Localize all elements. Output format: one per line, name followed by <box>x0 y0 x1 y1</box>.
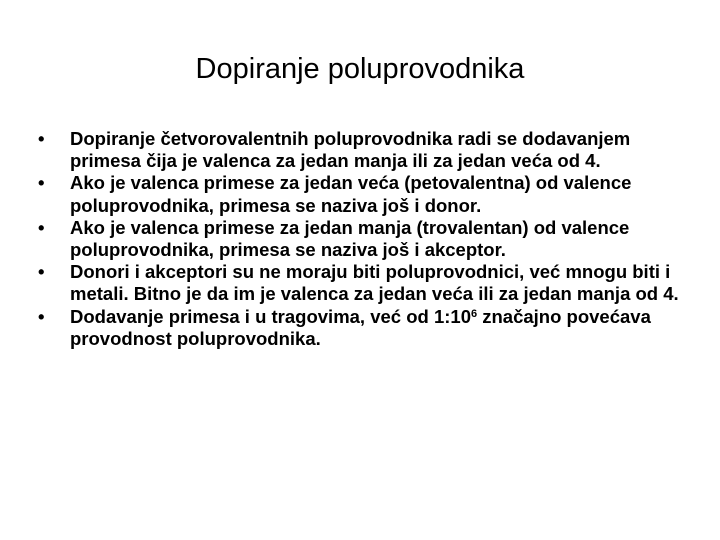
bullet-text-part: Dodavanje primesa i u tragovima, već od 1:10 <box>70 305 471 327</box>
bullet-text: Donori i akceptori su ne moraju biti poluprovodnici, već mnogu biti i metali. Bitno je da im je valenca za jedan veća ili za jedan manja od 4. <box>70 261 679 305</box>
bullet-item <box>38 306 688 350</box>
bullet-icon: • <box>38 261 45 283</box>
bullet-text <box>70 306 651 349</box>
bullet-text: Dopiranje četvorovalentnih poluprovodnika radi se dodavanjem primesa čija je valenca za jedan manja ili za jedan veća od 4. <box>70 128 631 172</box>
slide-title: Dopiranje poluprovodnika <box>195 53 525 85</box>
bullet-text: Ako je valenca primese za jedan manja (trovalentan) od valence poluprovodnika, primesa se naziva još i akceptor. <box>70 216 630 261</box>
bullet-icon: • <box>38 172 45 194</box>
superscript-exponent: 6 <box>470 307 478 320</box>
bullet-icon: • <box>38 128 45 149</box>
bullet-icon: • <box>38 305 45 327</box>
bullet-text: Ako je valenca primese za jedan veća (petovalentna) od valence poluprovodnika, primesa se naziva još i donor. <box>70 172 632 216</box>
bullet-item <box>38 217 688 261</box>
bullet-item <box>38 261 688 305</box>
bullet-text-part: značajno povećava provodnost poluprovodnika. <box>70 305 651 349</box>
bullet-icon: • <box>38 216 45 238</box>
bullet-item <box>38 128 688 172</box>
bullet-item <box>38 172 688 216</box>
bullet-list <box>38 128 688 350</box>
